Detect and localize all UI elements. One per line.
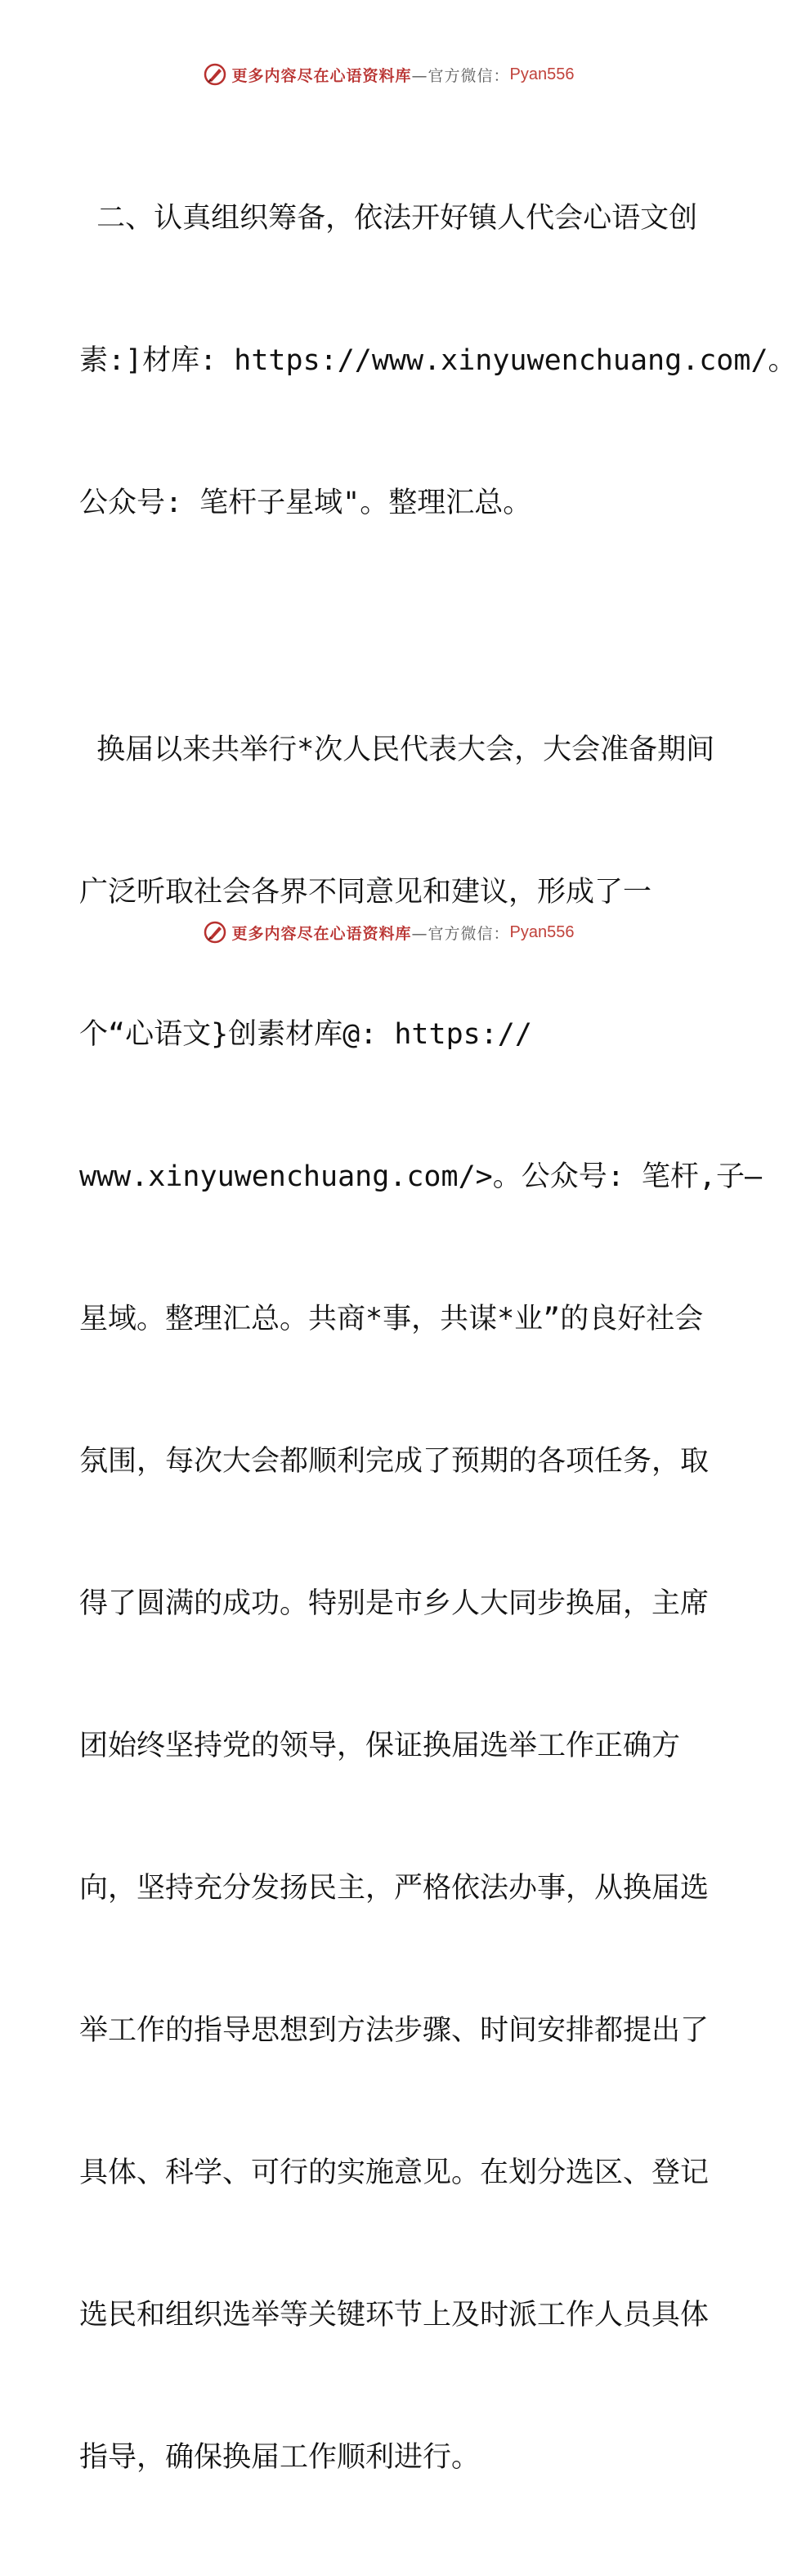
text-line: 换届以来共举行*次人民代表大会，大会准备期间 xyxy=(79,734,715,766)
banner-wechat-label: —官方微信： xyxy=(411,924,510,943)
text-line: 氛围，每次大会都顺利完成了预期的各项任务，取 xyxy=(79,1445,710,1478)
text-line: 选民和组织选举等关键环节上及时派工作人员具体 xyxy=(79,2299,710,2331)
banner-wechat-id: Pyan556 xyxy=(509,65,575,83)
banner-site-text: 更多内容尽在心语资料库 xyxy=(231,924,412,943)
text-line: 个“心语文}创素材库@: https:// xyxy=(79,1018,532,1051)
page-header-banner xyxy=(0,61,777,88)
text-line: 指导，确保换届工作顺利进行。 xyxy=(79,2441,481,2474)
banner-site-text: 更多内容尽在心语资料库 xyxy=(231,66,412,85)
text-line: 素:]材库: https://www.xinyuwenchuang.com/。 xyxy=(79,344,797,377)
text-line: 二、认真组织筹备，依法开好镇人代会心语文创 xyxy=(79,202,698,235)
text-line: 公众号: 笔杆子星域"。整理汇总。 xyxy=(79,487,532,519)
text-line: 团始终坚持党的领导，保证换届选举工作正确方 xyxy=(79,1730,681,1762)
page-footer-banner xyxy=(0,918,777,946)
paragraph-1 xyxy=(79,100,797,622)
document-body xyxy=(79,100,797,2576)
text-line: 具体、科学、可行的实施意见。在划分选区、登记 xyxy=(79,2156,710,2189)
text-line: 举工作的指导思想到方法步骤、时间安排都提出了 xyxy=(79,2014,710,2047)
text-line: 星域。整理汇总。共商*事，共谋*业”的良好社会 xyxy=(79,1303,704,1335)
text-line: www.xinyuwenchuang.com/>。公众号: 笔杆,子— xyxy=(79,1160,763,1193)
banner-wechat-label: —官方微信： xyxy=(411,66,510,85)
text-line: 得了圆满的成功。特别是市乡人大同步换届，主席 xyxy=(79,1587,710,1620)
text-line: 向，坚持充分发扬民主，严格依法办事，从换届选 xyxy=(79,1872,710,1905)
pen-logo-icon xyxy=(203,920,227,945)
banner-wechat-id: Pyan556 xyxy=(509,922,575,941)
pen-logo-icon xyxy=(203,62,227,87)
text-line: 广泛听取社会各界不同意见和建议，形成了一 xyxy=(79,876,652,909)
